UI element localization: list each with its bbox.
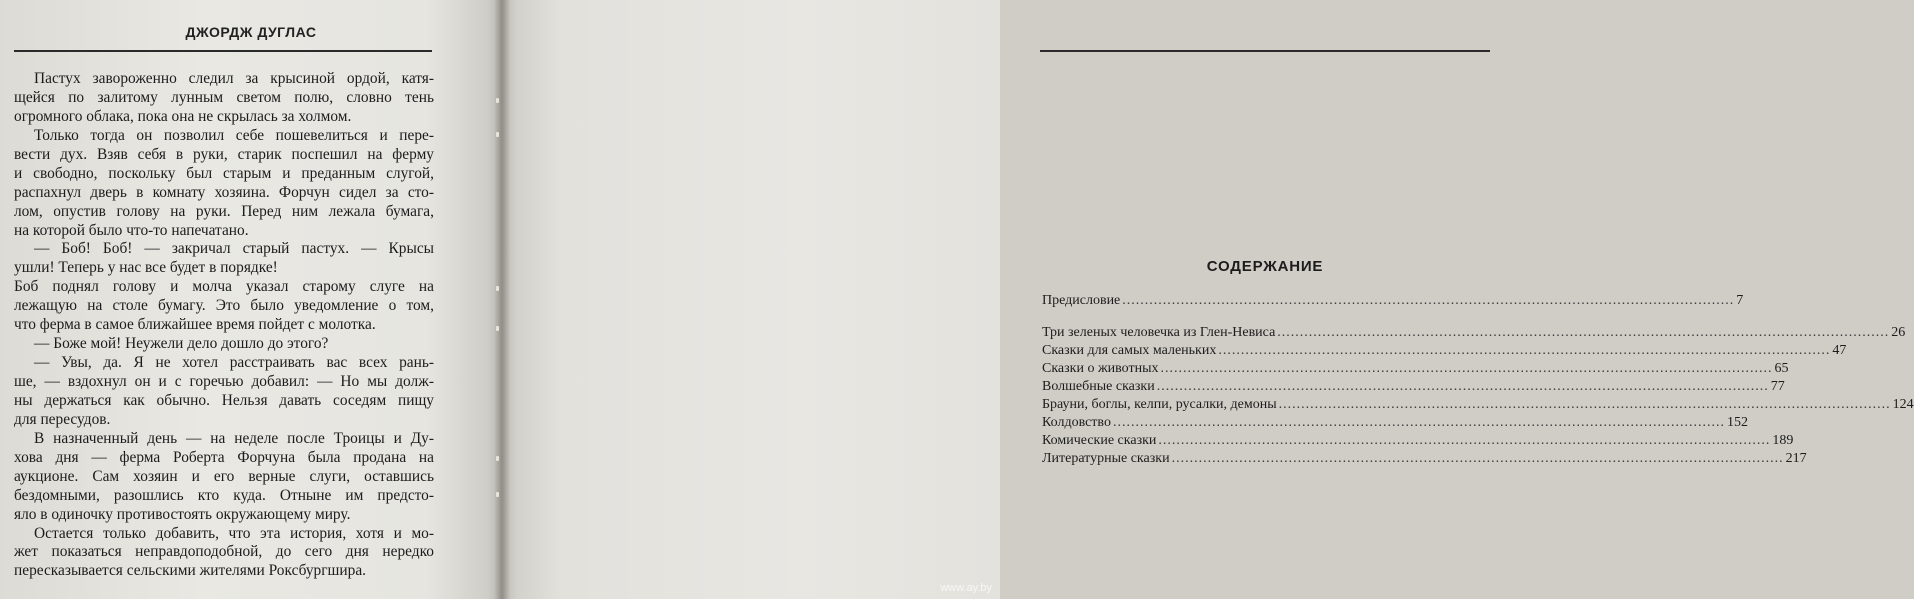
toc-entry-page: 65 [1774, 361, 1789, 376]
toc-entry-title: Предисловие [1042, 293, 1121, 308]
right-page [502, 0, 1914, 599]
toc-entry-title: Сказки о животных [1042, 361, 1159, 376]
toc-entry [1042, 450, 1807, 468]
toc-entry [1042, 432, 1794, 450]
text-line: В назначенный день — на неделе после Троицы и Ду- [34, 429, 434, 447]
text-line: жет показаться неправдоподобной, до сего дня нередко [14, 543, 434, 561]
toc-entry-page: 47 [1832, 343, 1847, 358]
running-head: ДЖОРДЖ ДУГЛАС [185, 24, 317, 40]
toc-entry-page: 26 [1891, 325, 1906, 340]
text-line: щейся по залитому лунным светом полю, словно тень [14, 88, 434, 106]
text-line: пересказывается сельскими жителями Роксбургшира. [14, 562, 367, 580]
text-line: на которой было что-то напечатано. [14, 221, 249, 239]
toc-entry-page: 217 [1785, 451, 1807, 466]
toc-leader-dots [1277, 324, 1889, 342]
binding-stitch [496, 456, 499, 461]
text-line: вести дух. Взяв себя в руки, старик поспешил на ферму [14, 145, 434, 163]
binding-stitch [496, 132, 499, 137]
toc-entry-page: 77 [1770, 379, 1785, 394]
toc-entry [1042, 396, 1914, 414]
toc-leader-dots [1113, 414, 1725, 432]
text-line: ны держаться как обычно. Нельзя давать соседям пищу [14, 391, 434, 409]
watermark: www.ay.by [940, 582, 992, 594]
toc-entry [1042, 414, 1748, 432]
binding-stitch [496, 286, 499, 291]
table-of-contents [1042, 292, 1914, 468]
text-line: яло в одиночку противостоять окружающему миру. [14, 505, 351, 523]
toc-entry [1042, 360, 1789, 378]
text-line: огромного облака, пока она не скрылась за холмом. [14, 107, 352, 125]
toc-entry [1042, 378, 1785, 396]
toc-entry-title: Волшебные сказки [1042, 379, 1155, 394]
toc-entry-page: 124 [1892, 397, 1914, 412]
toc-entry-title: Колдовство [1042, 415, 1111, 430]
header-rule [14, 50, 432, 52]
toc-entry-page: 152 [1726, 415, 1748, 430]
toc-entry-page: 189 [1772, 433, 1794, 448]
binding-stitch [496, 326, 499, 331]
toc-entry-title: Комические сказки [1042, 433, 1157, 448]
binding-stitch [496, 98, 499, 103]
toc-entry-title: Три зеленых человечка из Глен-Невиса [1042, 325, 1276, 340]
text-line: лом, опустив голову на руки. Перед ним лежала бумага, [14, 202, 434, 220]
toc-title: СОДЕРЖАНИЕ [1206, 258, 1324, 275]
toc-leader-dots [1218, 342, 1830, 360]
toc-entry-page: 7 [1736, 293, 1744, 308]
text-line: Боб поднял голову и молча указал старому слуге на [14, 278, 434, 296]
toc-leader-dots [1279, 396, 1891, 414]
toc-leader-dots [1157, 378, 1769, 396]
text-line: распахнул дверь в комнату хозяина. Форчун сидел за сто- [14, 183, 434, 201]
text-line: — Увы, да. Я не хотел расстраивать вас всех рань- [34, 354, 434, 372]
toc-leader-dots [1122, 292, 1734, 310]
text-line: Пастух завороженно следил за крысиной ордой, катя- [34, 70, 434, 87]
binding-stitch [496, 492, 499, 497]
text-line: хова дня — ферма Роберта Форчуна была продана на [14, 448, 434, 466]
toc-leader-dots [1158, 432, 1770, 450]
text-line: лежащую на столе бумагу. Это было уведомление о том, [14, 297, 434, 315]
left-page [0, 0, 502, 599]
text-line: ше, — вздохнул он и с горечью добавил: — Но мы долж- [14, 373, 434, 390]
text-line: аукционе. Сам хозяин и его верные слуги, оставшись [14, 467, 434, 485]
text-line: бездомными, разошлись кто куда. Отныне им предсто- [14, 486, 434, 504]
text-line: для пересудов. [14, 410, 111, 428]
text-line: и свободно, поскольку был старым и преданным слугой, [14, 164, 434, 182]
toc-entry [1042, 324, 1906, 342]
toc-leader-dots [1172, 450, 1784, 468]
toc-entry-title: Брауни, боглы, келпи, русалки, демоны [1042, 397, 1277, 412]
story-text [14, 70, 434, 581]
text-line: ушли! Теперь у нас все будет в порядке! [14, 259, 278, 277]
toc-leader-dots [1160, 360, 1772, 378]
text-line: — Боб! Боб! — закричал старый пастух. — Крысы [34, 240, 434, 258]
text-line: Только тогда он позволил себе пошевелиться и пере- [34, 126, 434, 144]
book-gutter [494, 0, 510, 599]
toc-entry [1042, 342, 1847, 360]
toc-entry [1042, 292, 1744, 310]
toc-entry-title: Сказки для самых маленьких [1042, 343, 1217, 358]
text-line: что ферма в самое ближайшее время пойдет с молотка. [14, 316, 376, 334]
text-line: — Боже мой! Неужели дело дошло до этого? [34, 335, 329, 353]
text-line: Остается только добавить, что эта история, хотя и мо- [34, 524, 434, 542]
toc-entry-title: Литературные сказки [1042, 451, 1170, 466]
header-rule [1040, 50, 1490, 52]
